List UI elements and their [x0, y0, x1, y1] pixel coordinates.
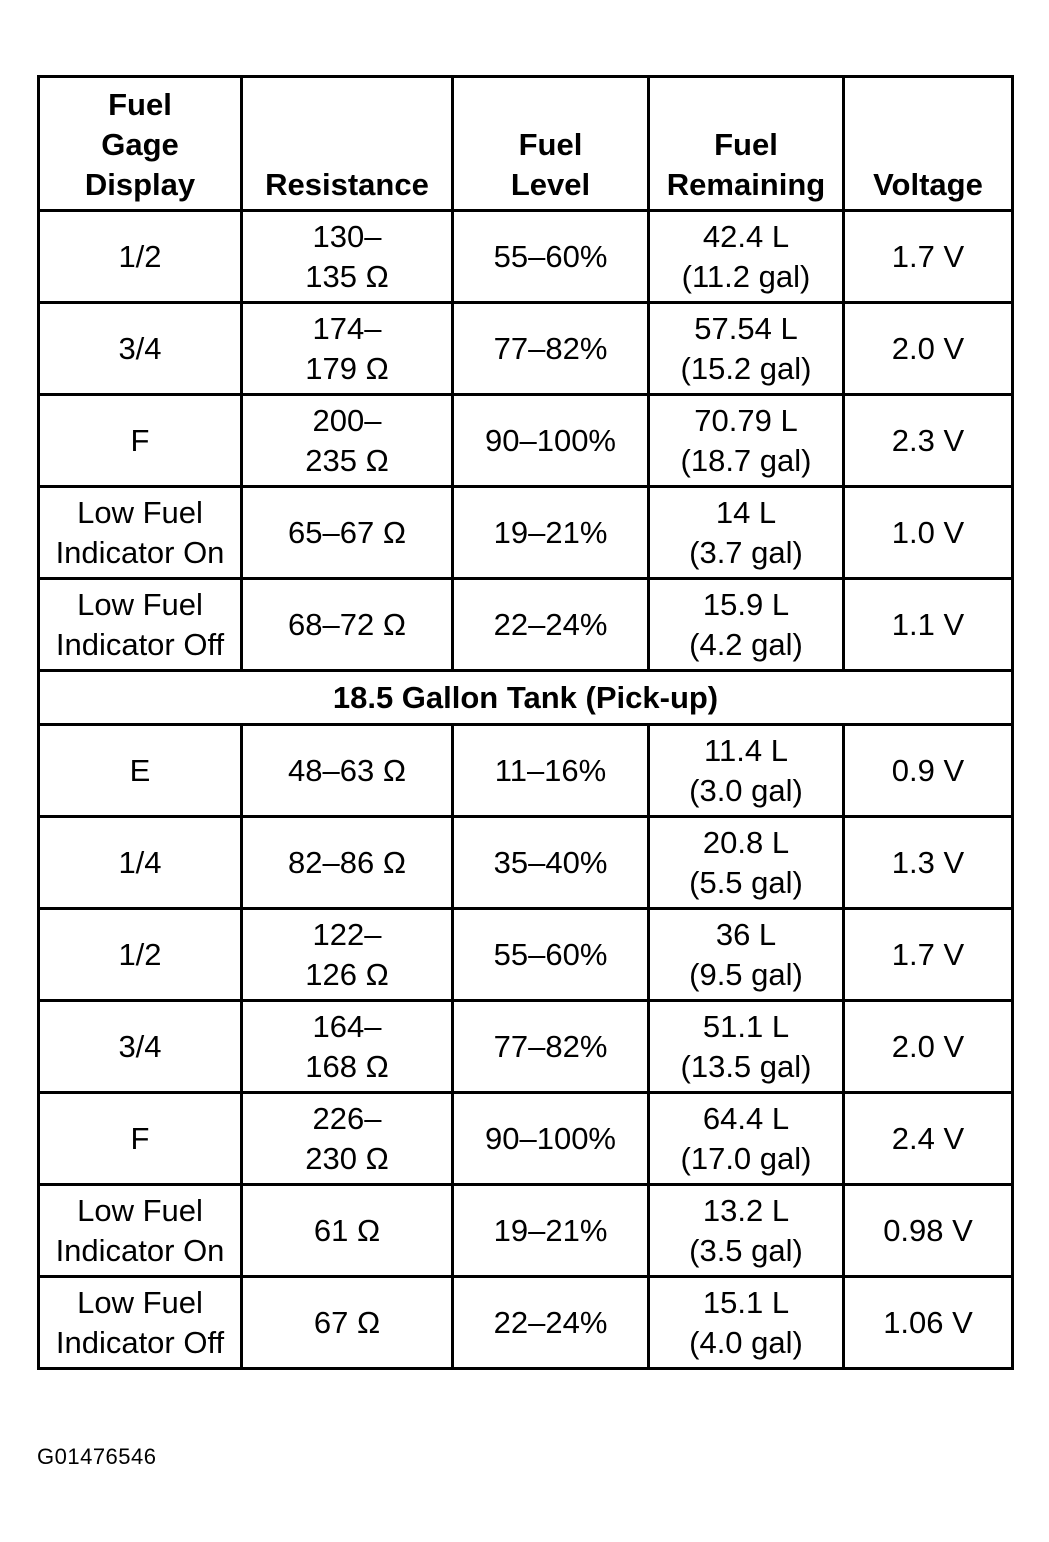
table-row: [39, 211, 1013, 303]
cell-fuel-level: 11–16%: [453, 725, 649, 817]
cell-resistance: 48–63 Ω: [242, 725, 453, 817]
cell-resistance: 67 Ω: [242, 1277, 453, 1369]
cell-fuel-level: 19–21%: [453, 487, 649, 579]
cell-fuel-level: 77–82%: [453, 303, 649, 395]
table-row: [39, 909, 1013, 1001]
header-voltage: Voltage: [844, 77, 1013, 211]
cell-fuel-level: 77–82%: [453, 1001, 649, 1093]
cell-fuel-remaining: 20.8 L (5.5 gal): [649, 817, 844, 909]
cell-voltage: 0.9 V: [844, 725, 1013, 817]
cell-fuel-remaining: 15.9 L (4.2 gal): [649, 579, 844, 671]
cell-voltage: 1.0 V: [844, 487, 1013, 579]
table-row: [39, 303, 1013, 395]
cell-fuel-remaining: 51.1 L (13.5 gal): [649, 1001, 844, 1093]
cell-voltage: 2.0 V: [844, 303, 1013, 395]
cell-resistance: 82–86 Ω: [242, 817, 453, 909]
cell-fuel-remaining: 11.4 L (3.0 gal): [649, 725, 844, 817]
cell-voltage: 1.7 V: [844, 211, 1013, 303]
section-title: 18.5 Gallon Tank (Pick-up): [39, 671, 1013, 725]
cell-resistance: 130– 135 Ω: [242, 211, 453, 303]
cell-fuel-level: 90–100%: [453, 395, 649, 487]
header-fuel-level: Fuel Level: [453, 77, 649, 211]
cell-gage-display: Low Fuel Indicator Off: [39, 1277, 242, 1369]
table-row: [39, 1185, 1013, 1277]
table-row: [39, 487, 1013, 579]
cell-voltage: 2.3 V: [844, 395, 1013, 487]
cell-resistance: 200– 235 Ω: [242, 395, 453, 487]
table-row: [39, 725, 1013, 817]
table-row: [39, 395, 1013, 487]
table-row: [39, 817, 1013, 909]
cell-gage-display: 3/4: [39, 303, 242, 395]
cell-resistance: 68–72 Ω: [242, 579, 453, 671]
cell-fuel-remaining: 42.4 L (11.2 gal): [649, 211, 844, 303]
cell-fuel-level: 19–21%: [453, 1185, 649, 1277]
cell-fuel-level: 22–24%: [453, 1277, 649, 1369]
cell-resistance: 174– 179 Ω: [242, 303, 453, 395]
table-row: [39, 1277, 1013, 1369]
cell-resistance: 122– 126 Ω: [242, 909, 453, 1001]
cell-voltage: 2.4 V: [844, 1093, 1013, 1185]
cell-gage-display: F: [39, 1093, 242, 1185]
cell-fuel-level: 22–24%: [453, 579, 649, 671]
cell-gage-display: Low Fuel Indicator Off: [39, 579, 242, 671]
section-row: [39, 671, 1013, 725]
cell-voltage: 1.06 V: [844, 1277, 1013, 1369]
cell-fuel-level: 90–100%: [453, 1093, 649, 1185]
header-resistance: Resistance: [242, 77, 453, 211]
table-row: [39, 1093, 1013, 1185]
cell-fuel-remaining: 14 L (3.7 gal): [649, 487, 844, 579]
cell-voltage: 1.1 V: [844, 579, 1013, 671]
header-fuel-remaining: Fuel Remaining: [649, 77, 844, 211]
cell-resistance: 226– 230 Ω: [242, 1093, 453, 1185]
cell-fuel-remaining: 70.79 L (18.7 gal): [649, 395, 844, 487]
cell-gage-display: E: [39, 725, 242, 817]
cell-resistance: 65–67 Ω: [242, 487, 453, 579]
cell-voltage: 0.98 V: [844, 1185, 1013, 1277]
cell-fuel-remaining: 15.1 L (4.0 gal): [649, 1277, 844, 1369]
cell-fuel-remaining: 36 L (9.5 gal): [649, 909, 844, 1001]
table-row: [39, 579, 1013, 671]
cell-voltage: 1.7 V: [844, 909, 1013, 1001]
cell-fuel-remaining: 13.2 L (3.5 gal): [649, 1185, 844, 1277]
cell-gage-display: 3/4: [39, 1001, 242, 1093]
table-row: [39, 1001, 1013, 1093]
cell-fuel-remaining: 64.4 L (17.0 gal): [649, 1093, 844, 1185]
header-row: [39, 77, 1013, 211]
cell-resistance: 164– 168 Ω: [242, 1001, 453, 1093]
cell-gage-display: 1/2: [39, 211, 242, 303]
header-fuel-gage-display: Fuel Gage Display: [39, 77, 242, 211]
cell-fuel-level: 55–60%: [453, 909, 649, 1001]
figure-id: G01476546: [37, 1444, 157, 1469]
cell-fuel-remaining: 57.54 L (15.2 gal): [649, 303, 844, 395]
cell-gage-display: F: [39, 395, 242, 487]
cell-gage-display: 1/4: [39, 817, 242, 909]
cell-voltage: 2.0 V: [844, 1001, 1013, 1093]
cell-resistance: 61 Ω: [242, 1185, 453, 1277]
cell-fuel-level: 55–60%: [453, 211, 649, 303]
cell-gage-display: Low Fuel Indicator On: [39, 487, 242, 579]
cell-fuel-level: 35–40%: [453, 817, 649, 909]
cell-gage-display: 1/2: [39, 909, 242, 1001]
cell-gage-display: Low Fuel Indicator On: [39, 1185, 242, 1277]
fuel-gage-table: [37, 75, 1014, 1370]
cell-voltage: 1.3 V: [844, 817, 1013, 909]
